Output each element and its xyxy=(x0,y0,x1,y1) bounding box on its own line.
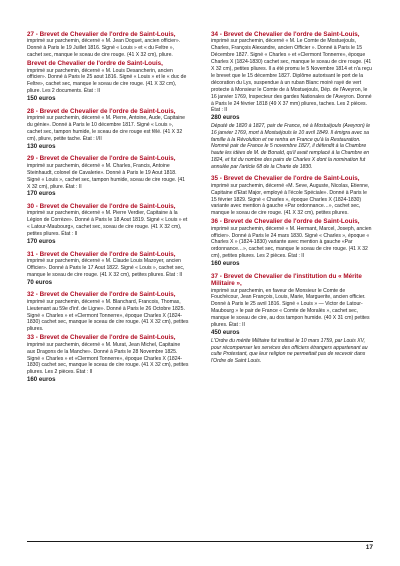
lot-description: imprimé sur parchemin, décerné « M. Louis Desancherin, ancien officier». Donné à Paris le 25 aout 1816. Signé « Louis » et le « duc de Feltre», cachet sec, manque le sceau de cire rouge. (41 X 32 cm), pliure. Les 2 documents. État : II xyxy=(27,67,187,95)
lot-entry xyxy=(27,60,189,103)
lot-entry xyxy=(27,334,189,384)
lot-title: 36 - Brevet de Chevalier de l'ordre de Saint-Louis, xyxy=(211,218,360,226)
lot-description: imprimé sur parchemin, décerné « M. Jean Doguet, ancien officier». Donné à Paris le 19 Juillet 1816. Signé « Louis » et « du Feltre », cachet sec, manque le sceau de cire rouge. (41 X 32 cm), pliure. xyxy=(27,38,181,59)
lot-description: imprimé sur parchemin, décerné « M. Hermant, Marcel, Joseph, ancien officier». Donné à Paris le 24 mars 1830. Signé « Charles », époque « Charles X » (1824-1830) variante avec mention à gauche «Par ordonnance…», cachet sec, manque le sceau de cire rouge. (41 X 32 cm), petites pliures. Les 2 pièces. État : II xyxy=(211,225,372,260)
lot-entry xyxy=(211,31,373,170)
lot-entry xyxy=(27,108,189,151)
historical-note: Député de 1820 à 1827, pair de France, né à Mostuéjouls (Aveyron) le 16 janvier 1769, mort à Mostuéjouls le 10 avril 1849. Il émigra avec sa famille à la Révolution et ne rentra en France qu'à la Restauration. Nommé pair de France le 5 novembre 1827, il défendit à la Chambre haute les idées de M. de Bonald, qu'il avait remplacé à la Chambre en 1824, et fut du nombre des pairs de Charles X dont la nomination fut annulée par l'article 68 de la Charte de 1830. xyxy=(211,123,371,170)
lot-price: 170 euros xyxy=(27,238,56,246)
lot-title: 31 - Brevet de Chevalier de l'ordre de Saint-Louis, xyxy=(27,250,176,258)
lot-price: 130 euros xyxy=(27,142,56,150)
lot-title: 35 - Brevet de Chevalier de l'ordre de Saint-Louis, xyxy=(211,175,360,183)
lot-price: 150 euros xyxy=(27,95,56,103)
lot-entry xyxy=(27,155,189,198)
right-column xyxy=(211,31,373,370)
lot-title: 28 - Brevet de Chevalier de l'ordre de Saint-Louis, xyxy=(27,107,176,115)
lot-price: 160 euros xyxy=(27,376,56,384)
lot-title: Brevet de Chevalier de l'ordre de Saint-Louis, xyxy=(27,60,163,68)
historical-note: L'Ordre du mérite Militaire fut institué le 10 mars 1759, par Louis XV, pour récompenser les services des officiers étrangers appartenant au culte Protestant, que leur religion ne permettait pas de recevoir dans l'Ordre de Saint Louis. xyxy=(211,338,368,365)
lot-entry xyxy=(27,291,189,333)
lot-description: imprimé sur parchemin, décerné « M. Claude Louis Mazoyer, ancien Officier». Donné à Paris le 17 Aout 1822. Signé « Louis », cachet sec, manque le sceau de cire rouge. (41 X 32 cm), petites pliures. État : II xyxy=(27,258,185,278)
left-column xyxy=(27,31,189,389)
lot-entry xyxy=(27,251,189,287)
lot-price: 160 euros xyxy=(211,260,240,268)
lot-title: 32 - Brevet de Chevalier de l'ordre de Saint-Louis, xyxy=(27,291,176,299)
lot-title: 30 - Brevet de Chevalier de l'ordre de Saint-Louis, xyxy=(27,203,176,210)
lot-description: imprimé sur parchemin, décerné « M. Pierre, Antoine, Aude, Capitaine du génie». Donné à Paris le 10 décembre 1817. Signé « Louis », cachet sec, tampon humide, le sceau de cire rouge est fêlé. (41 X 32 cm), pliure, petite tache. État : I/II xyxy=(27,115,185,142)
lot-price: 450 euros xyxy=(211,329,240,337)
lot-description: imprimé sur parchemin, décerné « M. Pierre Verdier, Capitaine à la Légion de Corrèze». Donné à Paris le 18 Aout 1819. Signé « Louis » et « Latour-Maubourg», cachet sec, sceau de cire rouge. (41 X 32 cm), petites pliures. État : II xyxy=(27,210,188,238)
page-footer xyxy=(27,541,373,552)
lot-price: 170 euros xyxy=(27,190,56,198)
page-number: 17 xyxy=(365,544,373,551)
lot-title: 29 - Brevet de Chevalier de l'ordre de Saint-Louis, xyxy=(27,155,176,163)
lot-description: imprimé sur parchemin, décerné « M. Le Comte de Mostuejouls, Charles, François Alexandre, ancien Officier ». Donné à Paris le 15 Décembre 1827. Signé « Charles » et «Clermont Tonnerre», époque Charles X (1824-1830) cachet sec, manque le sceau de cire rouge. (41 X 32 cm), petites pliures. Il a été promu le 5 Novembre 1814 et n'a reçu le brevet que le 15 décembre 1827. Diplôme autorisant le port de la décoration du Lys, suspendue à un ruban Blanc moiré rayé de vert protecte à Monsieur le Comte de à Mostuejouls, Dép. de l'Aveyron, le 16 janvier 1769, Inspecteur des gardes Nationales de l'Aveyron. Donné à Paris le 24 février 1818 (49 X 37 mm) pliures, taches. Les 2 pièces. État : II xyxy=(211,38,372,114)
lot-price: 280 euros xyxy=(211,114,240,122)
lot-description: imprimé sur parchemin, décerné « M. Charles, Francis, Antoine Steinhaudt, colonel de Cavalerie». Donné à Paris le 19 Aout 1818. Signé « Louis », cachet sec, tampon humide, sceau de cire rouge. (41 X 32 cm), pliure. État : II xyxy=(27,162,186,190)
lot-price: 70 euros xyxy=(27,278,53,286)
lot-entry xyxy=(211,175,373,217)
lot-description: imprimé sur parchemin, décerné «M. Seve, Auguste, Nicolas, Etienne, Capitaine d'Etat Major, employé à l'école Spéciale». Donné à Paris le 15 février 1829. Signé « Charles », époque Charles X (1824-1830) variante avec mention à gauche «Par ordonnance…», cachet sec, manque le sceau de cire rouge. (41 X 32 cm), petites pliures. xyxy=(211,182,370,217)
lot-entry xyxy=(211,218,373,268)
lot-title: 37 - Brevet de Chevalier de l'institution du « Mérite Militaire », xyxy=(211,272,362,288)
lot-description: imprimé sur parchemin, en faveur de Monsieur le Comte de Fouchécour, Jean François, Louis, Marie, Marguerite, ancien officier. Donné à Paris le 25 avril 1816. Signé « Louis » — Victor de Latour-Maubourg » le pair de France « Comte de Moralès », cachet sec, manque le sceau de cire, au dos tampon humide. (40 X 31 cm) petites pliures. État : II xyxy=(211,287,370,329)
lot-title: 33 - Brevet de Chevalier de l'ordre de Saint-Louis, xyxy=(27,334,176,342)
lot-title: 27 - Brevet de Chevalier de l'ordre de Saint-Louis, xyxy=(27,31,176,38)
lot-entry xyxy=(27,31,189,59)
lot-entry xyxy=(27,203,189,246)
lot-entry xyxy=(211,273,373,365)
lot-description: imprimé sur parchemin, décerné « M. Blanchard, Francois, Thomas, Lieutenant au 59e d'inf. de Ligne». Donné à Paris le 26 Octobre 1825. Signé « Charles » et «Clermont Tonnerre», époque Charles X (1824-1830) cachet sec, manque le sceau de cire rouge. (41 X 32 cm), petites pliures. xyxy=(27,298,189,333)
lot-description: imprimé sur parchemin, décerné « M. Murat, Jean Michel, Capitaine aux Dragons de la Manche». Donné à Paris le 28 Novembre 1825. Signé « Charles » et «Clermont Tonnerre», époque Charles X (1824-1830) cachet sec, manque le sceau de cire rouge. (41 X 32 cm), petites pliures. Les 2 pièces. État : II xyxy=(27,341,189,376)
lot-title: 34 - Brevet de Chevalier de l'ordre de Saint-Louis, xyxy=(211,31,360,38)
